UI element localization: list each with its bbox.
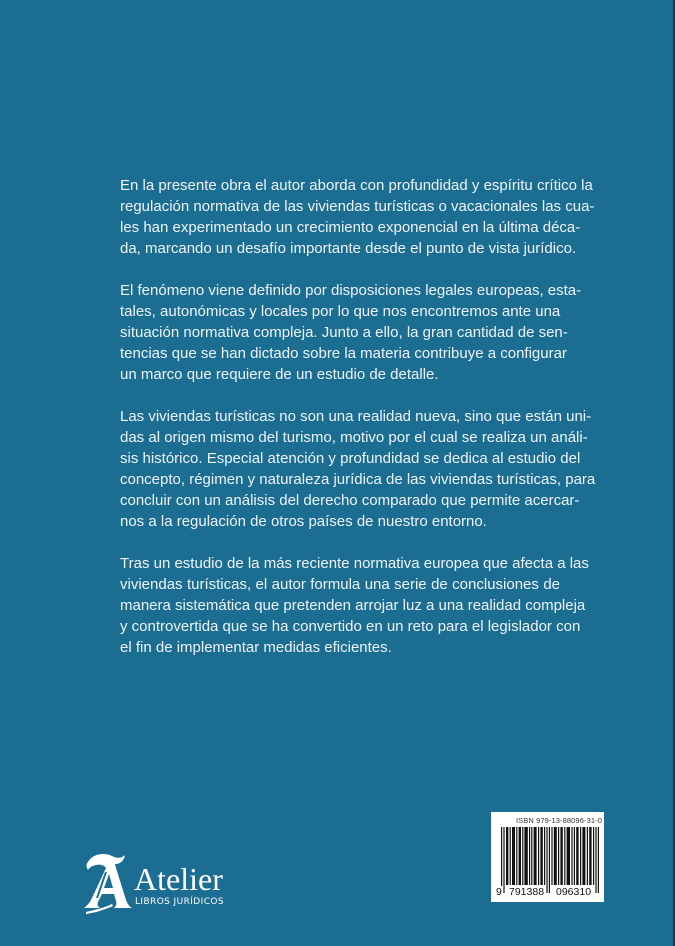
paragraph-3 bbox=[120, 406, 596, 532]
barcode-digits-left: 791388 bbox=[509, 886, 545, 898]
back-cover-synopsis bbox=[120, 175, 596, 679]
text-line: das al origen mismo del turismo, motivo por el cual se realiza un análi- bbox=[120, 429, 588, 446]
text-line: concepto, régimen y naturaleza jurídica de las viviendas turísticas, para bbox=[120, 471, 596, 488]
publisher-logo bbox=[82, 852, 242, 914]
text-line: les han experimentado un crecimiento exponencial en la última déca- bbox=[120, 219, 581, 236]
text-line: tencias que se han dictado sobre la materia contribuye a configurar bbox=[120, 345, 567, 362]
barcode-icon bbox=[501, 827, 601, 893]
text-line: nos a la regulación de otros países de nuestro entorno. bbox=[120, 513, 487, 530]
paragraph-4 bbox=[120, 553, 589, 658]
text-line: un marco que requiere de un estudio de detalle. bbox=[120, 366, 439, 383]
text-line: El fenómeno viene definido por disposiciones legales europeas, esta- bbox=[120, 282, 582, 299]
text-line: concluir con un análisis del derecho comparado que permite acercar- bbox=[120, 492, 580, 509]
barcode-digits bbox=[495, 886, 601, 900]
paragraph-1 bbox=[120, 175, 595, 259]
atelier-a-monogram-icon bbox=[82, 852, 132, 914]
text-line: Tras un estudio de la más reciente normativa europea que afecta a las bbox=[120, 555, 589, 572]
publisher-subtitle: LIBROS JURÍDICOS bbox=[135, 897, 224, 907]
text-line: manera sistemática que pretenden arrojar luz a una realidad compleja bbox=[120, 597, 586, 614]
text-line: Las viviendas turísticas no son una realidad nueva, sino que están uni- bbox=[120, 408, 592, 425]
paragraph-2 bbox=[120, 280, 582, 385]
text-line: y controvertida que se ha convertido en un reto para el legislador con bbox=[120, 618, 581, 635]
text-line: el fin de implementar medidas eficientes. bbox=[120, 639, 392, 656]
isbn-barcode bbox=[491, 812, 604, 902]
text-line: sis histórico. Especial atención y profundidad se dedica al estudio del bbox=[120, 450, 581, 467]
text-line: En la presente obra el autor aborda con profundidad y espíritu crítico la bbox=[120, 177, 593, 194]
barcode-digit-prefix: 9 bbox=[496, 886, 502, 898]
text-line: situación normativa compleja. Junto a ello, la gran cantidad de sen- bbox=[120, 324, 568, 341]
barcode-digits-right: 096310 bbox=[556, 886, 592, 898]
text-line: regulación normativa de las viviendas turísticas o vacacionales las cua- bbox=[120, 198, 595, 215]
isbn-label: ISBN 979-13-88096-31-0 bbox=[515, 816, 602, 825]
text-line: da, marcando un desafío importante desde el punto de vista jurídico. bbox=[120, 240, 577, 257]
publisher-name: Atelier bbox=[134, 861, 223, 897]
text-line: viviendas turísticas, el autor formula una serie de conclusiones de bbox=[120, 576, 560, 593]
text-line: tales, autonómicas y locales por lo que nos encontremos ante una bbox=[120, 303, 561, 320]
